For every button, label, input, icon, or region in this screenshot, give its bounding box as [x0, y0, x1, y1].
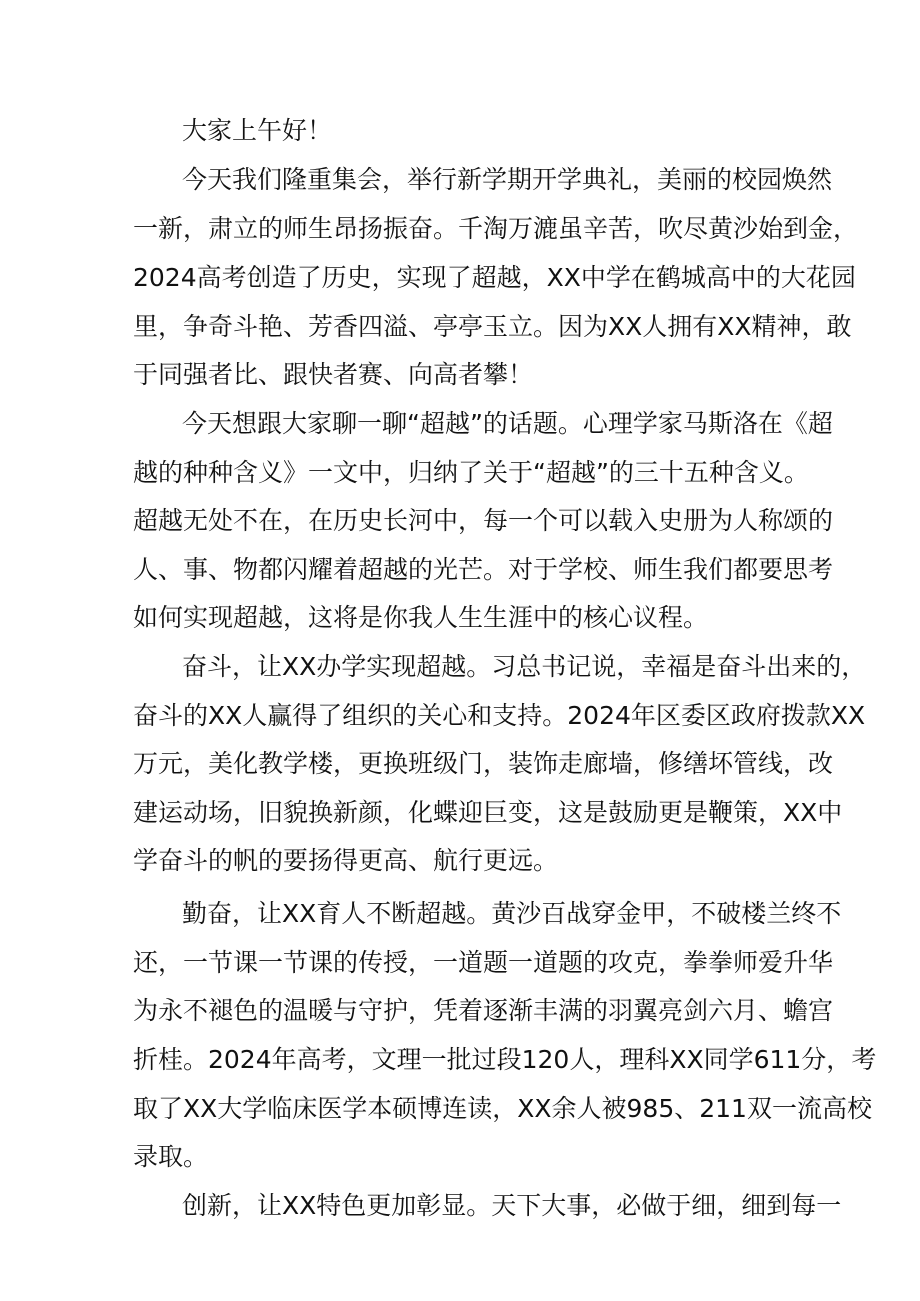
text-line: 为永不褪色的温暖与守护，凭着逐渐丰满的羽翼亮剑六月、蟾宫 — [133, 996, 834, 1025]
text-line: 如何实现超越，这将是你我人生生涯中的核心议程。 — [133, 603, 709, 632]
text-line: 今天我们隆重集会，举行新学期开学典礼，美丽的校园焕然 — [182, 165, 833, 194]
text-line: 2024高考创造了历史，实现了超越，XX中学在鹤城高中的大花园 — [133, 263, 856, 292]
text-line: 勤奋，让XX育人不断超越。黄沙百战穿金甲，不破楼兰终不 — [182, 899, 842, 928]
text-line: 人、事、物都闪耀着超越的光芒。对于学校、师生我们都要思考 — [133, 555, 834, 584]
text-line: 奋斗，让XX办学实现超越。习总书记说，幸福是奋斗出来的， — [182, 652, 867, 681]
text-line: 超越无处不在，在历史长河中，每一个可以载入史册为人称颂的 — [133, 506, 834, 535]
text-line: 建运动场，旧貌换新颜，化蝶迎巨变，这是鼓励更是鞭策，XX中 — [133, 798, 843, 827]
text-line: 一新，肃立的师生昂扬振奋。千淘万漉虽辛苦，吹尽黄沙始到金， — [133, 214, 859, 243]
text-line: 创新，让XX特色更加彰显。天下大事，必做于细，细到每一 — [182, 1191, 842, 1220]
text-line: 还，一节课一节课的传授，一道题一道题的攻克，拳拳师爱升华 — [133, 948, 834, 977]
text-line: 里，争奇斗艳、芳香四溢、亭亭玉立。因为XX人拥有XX精神，敢 — [133, 312, 852, 341]
text-line: 取了XX大学临床医学本硕博连读，XX余人被985、211双一流高校 — [133, 1094, 872, 1123]
text-line: 大家上午好！ — [182, 116, 333, 145]
text-line: 折桂。2024年高考，文理一批过段120人，理科XX同学611分，考 — [133, 1045, 877, 1074]
text-line: 越的种种含义》一文中，归纳了关于“超越”的三十五种含义。 — [133, 458, 809, 487]
text-line: 今天想跟大家聊一聊“超越”的话题。心理学家马斯洛在《超 — [182, 409, 833, 438]
text-line: 奋斗的XX人赢得了组织的关心和支持。2024年区委区政府拨款XX — [133, 701, 866, 730]
text-line: 录取。 — [133, 1142, 209, 1171]
text-line: 学奋斗的帆的要扬得更高、航行更远。 — [133, 846, 559, 875]
text-line: 于同强者比、跟快者赛、向高者攀！ — [133, 360, 534, 389]
text-line: 万元，美化教学楼，更换班级门，装饰走廊墙，修缮坏管线，改 — [133, 749, 834, 778]
